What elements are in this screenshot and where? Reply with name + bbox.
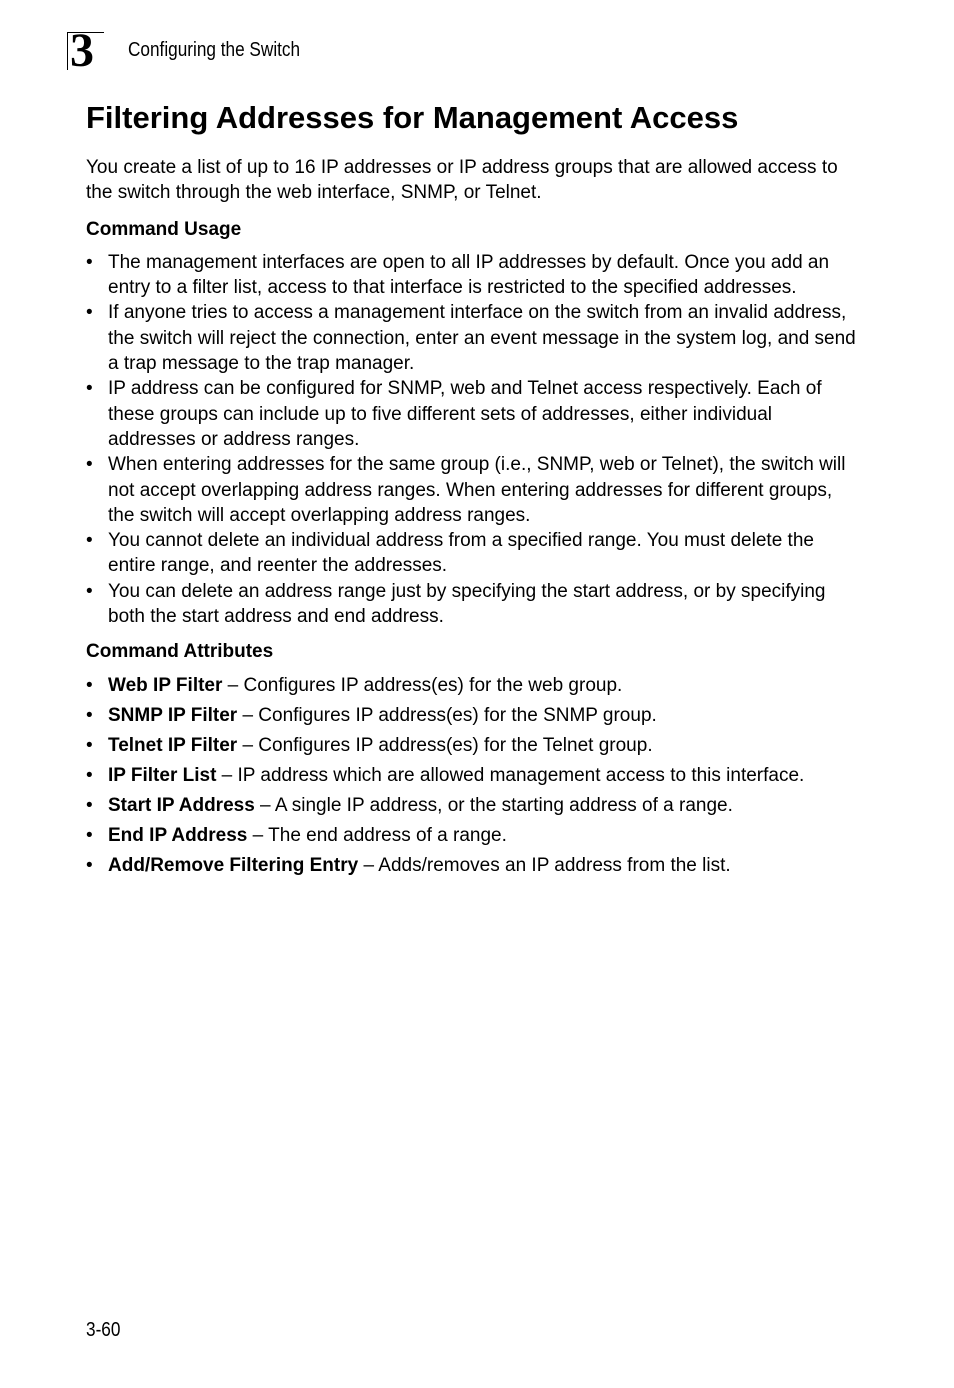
bullet-icon: • — [86, 580, 93, 602]
page-number: 3-60 — [86, 1319, 121, 1341]
bullet-icon: • — [86, 734, 93, 756]
command-attributes-list — [86, 673, 856, 879]
bullet-icon: • — [86, 795, 93, 817]
list-item — [86, 528, 856, 579]
intro-paragraph: You create a list of up to 16 IP addresses or IP address groups that are allowed access to the switch through the web interface, SNMP, or Telnet. — [86, 157, 838, 204]
attribute-term: Start IP Address — [108, 795, 255, 817]
bullet-icon: • — [86, 302, 93, 324]
list-item — [86, 300, 856, 376]
list-item — [86, 853, 856, 878]
attribute-term: Web IP Filter — [108, 674, 223, 696]
usage-text: You cannot delete an individual address from a specified range. You must delete the entire range, and reenter the addresses. — [108, 530, 814, 577]
bullet-icon: • — [86, 530, 93, 552]
running-header-title: Configuring the Switch — [128, 39, 301, 61]
attribute-term: IP Filter List — [108, 764, 217, 786]
list-item — [86, 452, 856, 528]
attribute-description: – A single IP address, or the starting address of a range. — [254, 795, 733, 817]
attribute-description: – Configures IP address(es) for the SNMP group. — [237, 704, 657, 726]
usage-text: IP address can be configured for SNMP, web and Telnet access respectively. Each of these groups can include up to five different sets of addresses, either individual addresses or address ranges. — [108, 378, 822, 450]
list-item — [86, 250, 856, 301]
page-title: Filtering Addresses for Management Access — [86, 100, 739, 135]
command-attributes-heading: Command Attributes — [86, 641, 274, 663]
bullet-icon: • — [86, 704, 93, 726]
attribute-description: – Configures IP address(es) for the web group. — [222, 674, 623, 696]
list-item — [86, 673, 856, 698]
main-content — [86, 155, 856, 883]
usage-text: You can delete an address range just by specifying the start address, or by specifying both the start address and end address. — [108, 580, 826, 628]
list-item — [86, 703, 856, 728]
bullet-icon: • — [86, 825, 93, 847]
command-usage-list — [86, 250, 856, 629]
attribute-term: Add/Remove Filtering Entry — [108, 855, 359, 877]
list-item — [86, 793, 856, 818]
bullet-icon: • — [86, 764, 93, 786]
list-item — [86, 579, 856, 630]
attribute-term: End IP Address — [108, 825, 248, 847]
attribute-description: – Configures IP address(es) for the Telnet group. — [237, 734, 653, 756]
attribute-description: – The end address of a range. — [247, 825, 507, 847]
usage-text: When entering addresses for the same group (i.e., SNMP, web or Telnet), the switch will not accept overlapping address ranges. When entering addresses for different groups, the switch will accept overlapping address ranges. — [108, 454, 846, 526]
bullet-icon: • — [86, 855, 93, 877]
attribute-term: SNMP IP Filter — [108, 704, 238, 726]
chapter-number: 3 — [70, 24, 93, 77]
list-item — [86, 733, 856, 758]
command-usage-heading: Command Usage — [86, 218, 242, 240]
attribute-description: – IP address which are allowed management access to this interface. — [216, 764, 805, 786]
bullet-icon: • — [86, 454, 93, 476]
bullet-icon: • — [86, 378, 93, 400]
list-item — [86, 763, 856, 788]
usage-text: If anyone tries to access a management interface on the switch from an invalid address, the switch will reject the connection, enter an event message in the system log, and send a trap message to the trap manager. — [108, 302, 856, 375]
attribute-term: Telnet IP Filter — [108, 734, 238, 756]
bullet-icon: • — [86, 251, 93, 273]
list-item — [86, 823, 856, 848]
attribute-description: – Adds/removes an IP address from the list. — [358, 855, 731, 877]
list-item — [86, 376, 856, 452]
usage-text: The management interfaces are open to all IP addresses by default. Once you add an entry to a filter list, access to that interface is restricted to the specified addresses. — [108, 251, 830, 299]
bullet-icon: • — [86, 674, 93, 696]
